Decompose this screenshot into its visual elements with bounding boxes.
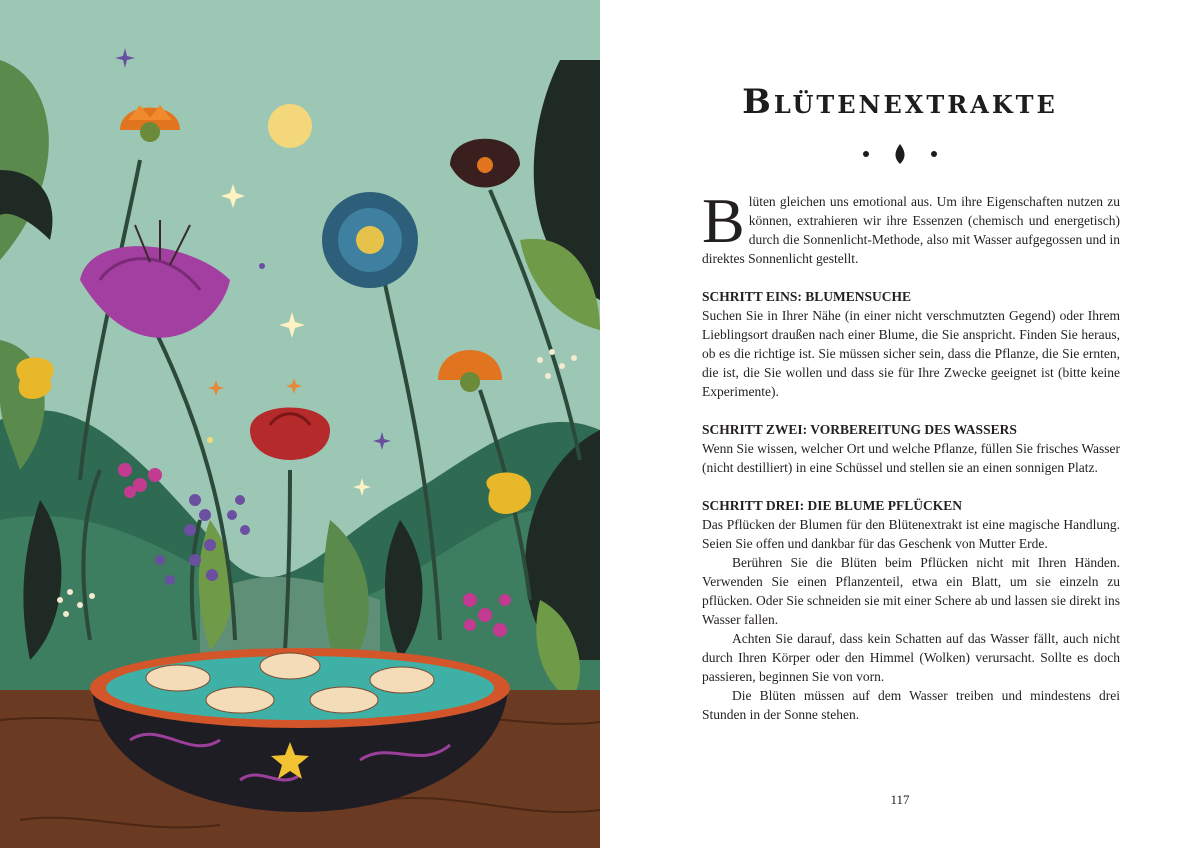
red-rose xyxy=(250,408,330,461)
step-heading: SCHRITT DREI: DIE BLUME PFLÜCKEN xyxy=(702,498,963,513)
intro-paragraph: Blüten gleichen uns emotional aus. Um ihre Eigenschaften nutzen zu können, extrahieren wir ihre Essenzen (chemisch und energetisch) durch die Sonnenlicht-Methode, also mit Wasser aufgegossen und in direktes Sonnenlicht gestellt. xyxy=(702,185,1120,266)
ornament-icon xyxy=(858,142,942,166)
blue-flower xyxy=(322,192,418,288)
page-number: 117 xyxy=(890,792,910,807)
page-title: Blütenextrakte xyxy=(742,82,1058,122)
text-page xyxy=(600,0,1200,848)
step-heading: SCHRITT EINS: BLUMENSUCHE xyxy=(702,289,912,304)
drop-cap: B xyxy=(702,185,745,256)
step-paragraph: Das Pflücken der Blumen für den Blütenextrakt ist eine magische Handlung. Seien Sie offen und dankbar für das Geschenk von Mutter Erde. xyxy=(702,517,1120,551)
step-paragraph: Berühren Sie die Blüten beim Pflücken nicht mit Ihren Händen. Verwenden Sie einen Pflanzenteil, etwa ein Blatt, um sie einzeln zu pflücken. Oder Sie schneiden sie mit einer Schere ab und lassen sie direkt ins Wasser fallen. xyxy=(702,555,1120,627)
step-paragraph: Suchen Sie in Ihrer Nähe (in einer nicht verschmutzten Gegend) oder Ihrem Lieblingsort draußen nach einer Blume, die Sie anspricht. Finden Sie heraus, ob es die richtige ist. Sie müssen sicher sein, dass die Pflanze, die Sie ernten, die ist, die Sie wollen und dass sie für Ihre Zwecke geeignet ist (bitte keine Experimente). xyxy=(702,308,1120,399)
step-heading: SCHRITT ZWEI: VORBEREITUNG DES WASSERS xyxy=(702,422,1017,437)
step-paragraph: Die Blüten müssen auf dem Wasser treiben und mindestens drei Stunden in der Sonne stehen. xyxy=(702,688,1120,722)
step-paragraph: Achten Sie darauf, dass kein Schatten auf das Wasser fällt, auch nicht durch Ihren Körper oder den Himmel (Wolken) verursacht. Sollte es doch passieren, beginnen Sie von vorn. xyxy=(702,631,1120,684)
body-text xyxy=(702,185,1120,724)
sun-icon xyxy=(268,104,312,148)
step-paragraph: Wenn Sie wissen, welcher Ort und welche Pflanze, füllen Sie frisches Wasser (nicht destilliert) in eine Schüssel und stellen sie an einen sonnigen Platz. xyxy=(702,441,1120,475)
